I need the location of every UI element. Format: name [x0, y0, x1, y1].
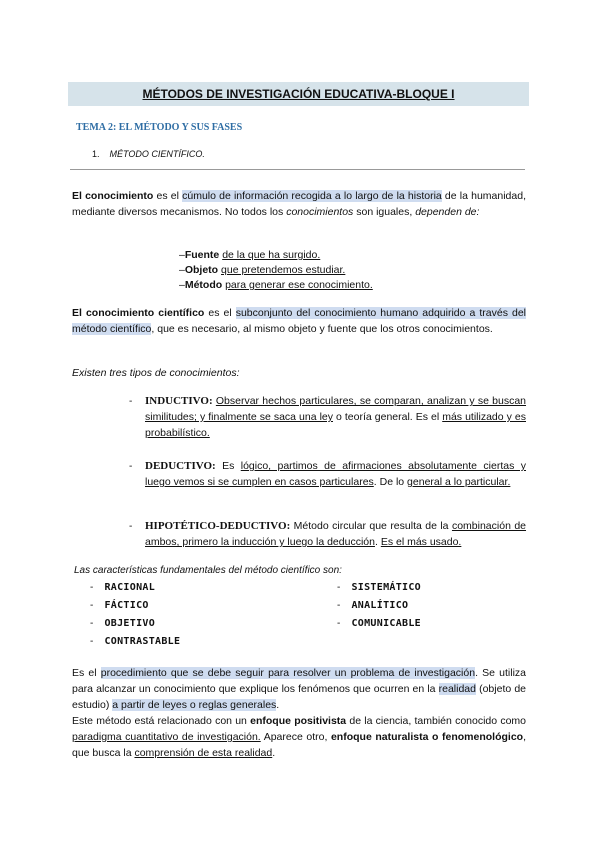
- list-term: Fuente: [184, 249, 220, 261]
- list-desc: para generar ese conocimiento.: [225, 279, 373, 291]
- dash: -: [337, 618, 341, 629]
- highlight: cúmulo de información recogida a lo largo de la historia: [182, 190, 442, 202]
- characteristic: COMUNICABLE: [351, 618, 421, 629]
- term-conocimiento-cientifico: El conocimiento científico: [72, 307, 205, 319]
- dash: –: [179, 264, 185, 276]
- dash: -: [90, 600, 94, 611]
- chars-left-list: [90, 579, 180, 651]
- paragraph-conocimiento-cientifico: [72, 305, 526, 337]
- text-italic: dependen de:: [415, 206, 480, 218]
- text: de la humanidad, mediante diversos mecanismos. No todos los: [72, 190, 526, 218]
- term-enfoque-naturalista: enfoque naturalista o fenomenológico: [330, 731, 524, 743]
- type-hipotetico-deductivo: [145, 518, 526, 550]
- highlight: procedimiento que se debe seguir para resolver un problema de investigación: [100, 667, 476, 679]
- list-item: [179, 278, 439, 293]
- text: es el: [153, 190, 183, 202]
- type-name: HIPOTÉTICO-DEDUCTIVO:: [145, 520, 291, 532]
- highlight: realidad: [438, 683, 476, 695]
- paragraph-conocimiento: [72, 188, 526, 220]
- sources-list: [179, 248, 439, 293]
- characteristic: FÁCTICO: [104, 600, 149, 611]
- text: .: [276, 699, 280, 711]
- dash: –: [179, 279, 185, 291]
- divider: [70, 169, 525, 170]
- subsection-label: MÉTODO CIENTÍFICO.: [109, 149, 205, 159]
- characteristic: OBJETIVO: [104, 618, 156, 629]
- underlined-text: general a lo particular.: [407, 476, 511, 488]
- text: Es: [215, 460, 241, 472]
- highlight: subconjunto del conocimiento humano adquirido a través del método científico: [72, 307, 526, 335]
- type-name: DEDUCTIVO:: [145, 460, 216, 472]
- list-term: Método: [184, 279, 223, 291]
- subsection-heading: [92, 149, 205, 159]
- paragraph-procedimiento: [72, 665, 526, 761]
- text: . De lo: [373, 476, 408, 488]
- list-desc: que pretendemos estudiar.: [221, 264, 346, 276]
- dash: -: [90, 618, 94, 629]
- page-title: MÉTODOS DE INVESTIGACIÓN EDUCATIVA-BLOQUE I: [142, 87, 455, 101]
- list-desc: de la que ha surgido.: [222, 249, 321, 261]
- underlined-text: Es el más usado.: [380, 536, 462, 548]
- underlined-text: Observar hechos particulares, se comparan, analizan y se buscan similitudes; y finalmente se saca una ley: [145, 395, 527, 423]
- type-inductivo: [145, 393, 526, 441]
- chars-intro: Las características fundamentales del método científico son:: [74, 565, 342, 576]
- dash: -: [90, 636, 94, 647]
- characteristic: CONTRASTABLE: [104, 636, 181, 647]
- types-intro: Existen tres tipos de conocimientos:: [72, 367, 240, 379]
- text: son iguales,: [353, 206, 416, 218]
- type-name: INDUCTIVO:: [145, 395, 213, 407]
- subsection-number: 1.: [92, 149, 100, 159]
- section-heading: TEMA 2: EL MÉTODO Y SUS FASES: [76, 122, 243, 133]
- dash: -: [337, 582, 341, 593]
- underlined-text: paradigma cuantitativo de investigación.: [72, 731, 261, 743]
- list-item: [179, 263, 439, 278]
- term-conocimiento: El conocimiento: [72, 190, 154, 202]
- text: .: [374, 536, 381, 548]
- text: Aparece otro,: [260, 731, 331, 743]
- list-item: [337, 579, 421, 597]
- underlined-text: lógico, partimos de afirmaciones absolutamente ciertas y luego vemos si se cumplen en casos particulares: [145, 460, 526, 488]
- list-item: [90, 615, 180, 633]
- list-item: [90, 597, 180, 615]
- list-item: [90, 633, 180, 651]
- type-deductivo: [145, 458, 526, 490]
- underlined-text: más utilizado y es probabilístico.: [145, 411, 526, 439]
- underlined-text: combinación de ambos, primero la inducción y luego la deducción: [145, 520, 527, 548]
- text: de la ciencia, también conocido como: [346, 715, 527, 727]
- text: , que busca la: [72, 731, 526, 759]
- text: (objeto de estudio): [72, 683, 526, 711]
- list-item: [337, 597, 421, 615]
- text: Método circular que resulta de la: [290, 520, 452, 532]
- chars-right-list: [337, 579, 421, 633]
- list-item: [90, 579, 180, 597]
- text-italic: conocimientos: [286, 206, 354, 218]
- text: Es el: [72, 667, 101, 679]
- list-item: [337, 615, 421, 633]
- highlight: a partir de leyes o reglas generales: [112, 699, 277, 711]
- text: Este método está relacionado con un: [72, 715, 251, 727]
- characteristic: ANALÍTICO: [351, 600, 409, 611]
- underlined-text: comprensión de esta realidad: [134, 747, 273, 759]
- dash: -: [337, 600, 341, 611]
- term-enfoque-positivista: enfoque positivista: [250, 715, 347, 727]
- text: o teoría general. Es el: [333, 411, 443, 423]
- list-item: [179, 248, 439, 263]
- characteristic: RACIONAL: [104, 582, 156, 593]
- text: .: [272, 747, 276, 759]
- text: es el: [204, 307, 236, 319]
- dash: -: [129, 396, 133, 407]
- characteristic: SISTEMÁTICO: [351, 582, 421, 593]
- dash: -: [90, 582, 94, 593]
- dash: –: [179, 249, 185, 261]
- dash: -: [129, 521, 133, 532]
- text: . Se utiliza para alcanzar un conocimiento que explique los fenómenos que ocurren en la: [72, 667, 526, 695]
- list-term: Objeto: [184, 264, 219, 276]
- text: , que es necesario, al mismo objeto y fuente que los otros conocimientos.: [151, 323, 493, 335]
- dash: -: [129, 461, 133, 472]
